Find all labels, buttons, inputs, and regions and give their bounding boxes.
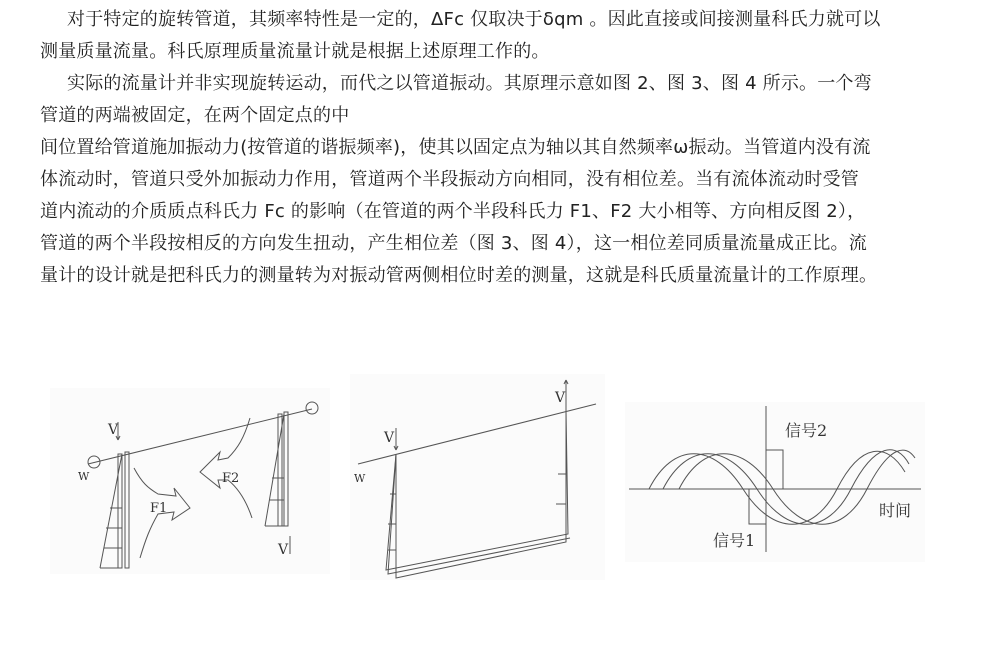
fig3-label-v-left: V	[384, 430, 395, 446]
paragraph-2-line-1: 实际的流量计并非实现旋转运动，而代之以管道振动。其原理示意如图 2、图 3、图 4 所示。一个弯	[67, 73, 872, 94]
fig4-label-signal-1: 信号1	[713, 531, 756, 550]
paragraph-3-line-4: 管道的两个半段按相反的方向发生扭动，产生相位差（图 3、图 4），这一相位差同质量流量成正比。流	[40, 233, 867, 254]
paragraph-2-line-2: 管道的两端被固定，在两个固定点的中	[40, 105, 350, 126]
paragraph-1-line-1: 对于特定的旋转管道，其频率特性是一定的，ΔFc 仅取决于δqm 。因此直接或间接测量科氏力就可以	[67, 9, 881, 30]
fig3-label-v-top: V	[555, 390, 566, 406]
fig2-label-f1: F1	[150, 501, 168, 516]
fig3-label-w: W	[354, 472, 366, 485]
paragraph-3-line-5: 量计的设计就是把科氏力的测量转为对振动管两侧相位时差的测量，这就是科氏质量流量计的工作原理。	[40, 265, 878, 286]
paragraph-3-line-1: 间位置给管道施加振动力(按管道的谐振频率)，使其以固定点为轴以其自然频率ω振动。当管道内没有流	[40, 137, 871, 158]
fig4-label-signal-2: 信号2	[785, 421, 828, 440]
figure-tube-twist-drawing	[350, 374, 605, 580]
figure-coriolis-force	[50, 388, 330, 574]
fig2-label-v-bottom: V	[278, 542, 289, 558]
paragraph-1-line-2: 测量质量流量。科氏原理质量流量计就是根据上述原理工作的。	[40, 41, 550, 62]
paragraph-3-line-2: 体流动时，管道只受外加振动力作用，管道两个半段振动方向相同，没有相位差。当有流体流动时受管	[40, 169, 859, 190]
fig2-label-w: W	[78, 470, 90, 483]
figure-phase-signals	[625, 402, 925, 562]
figure-tube-twist	[350, 374, 605, 580]
paragraph-3-line-3: 道内流动的介质质点科氏力 Fc 的影响（在管道的两个半段科氏力 F1、F2 大小相等、方向相反图 2），	[40, 201, 866, 222]
fig2-label-f2: F2	[222, 471, 240, 486]
fig4-label-time: 时间	[879, 501, 912, 520]
fig2-label-v-top: V	[108, 422, 119, 438]
figure-coriolis-force-drawing	[50, 388, 330, 574]
article-text	[40, 4, 960, 292]
figure-phase-signals-drawing	[625, 402, 925, 562]
